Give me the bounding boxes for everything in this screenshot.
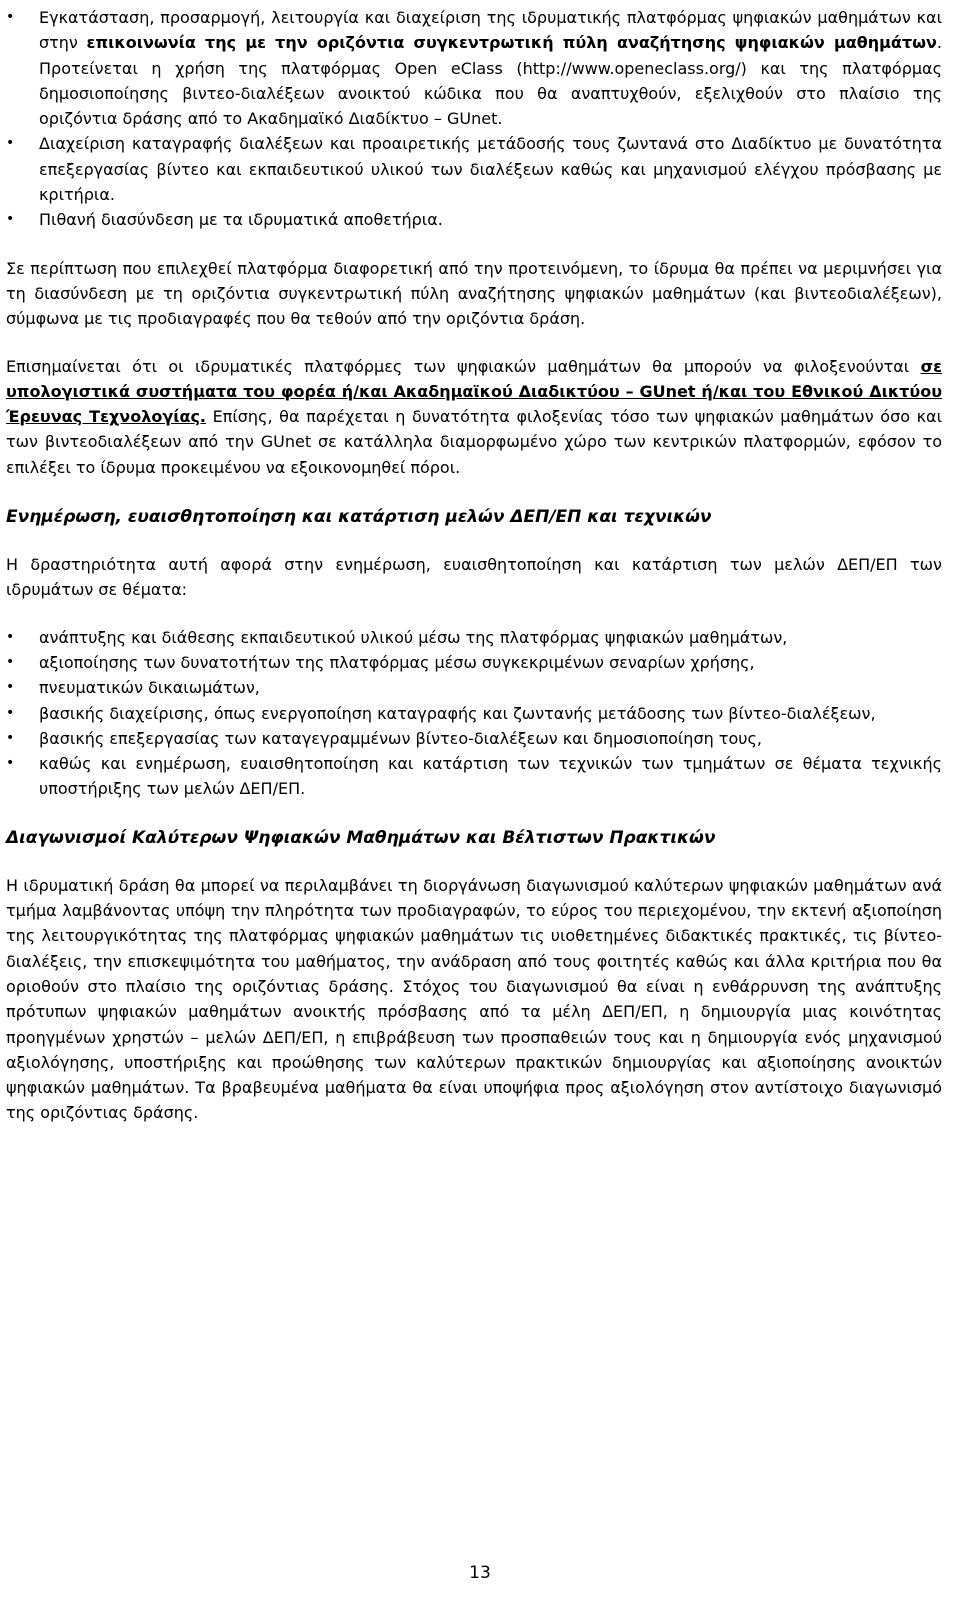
training-topics-list xyxy=(6,625,942,802)
section-heading-training: Ενημέρωση, ευαισθητοποίηση και κατάρτιση μελών ΔΕΠ/ΕΠ και τεχνικών xyxy=(6,507,712,528)
list-item xyxy=(6,207,942,232)
section-heading-contests: Διαγωνισμοί Καλύτερων Ψηφιακών Μαθημάτων και Βέλτιστων Πρακτικών xyxy=(6,827,716,848)
list-item-text: πνευματικών δικαιωμάτων, xyxy=(39,678,260,698)
document-page xyxy=(6,5,942,1126)
list-item-bold-text: επικοινωνία της με την οριζόντια συγκεντρωτική πύλη αναζήτησης ψηφιακών μαθημάτων xyxy=(86,33,937,53)
list-item xyxy=(6,675,942,700)
list-item xyxy=(6,701,942,726)
paragraph-text: Επίσης, θα παρέχεται η δυνατότητα φιλοξενίας τόσο των ψηφιακών μαθημάτων όσο και των βιντεοδιαλέξεων από την GUnet σε κατάλληλα διαμορφωμένο χώρο των κεντρικών πλατφορμών, εφόσον το επιλέξει το ίδρυμα προκειμένου να εξοικονομηθεί πόροι. xyxy=(6,407,943,477)
list-item-text: βασικής επεξεργασίας των καταγεγραμμένων βίντεο-διαλέξεων και δημοσιοποίηση τους, xyxy=(39,728,762,748)
hosting-paragraph xyxy=(6,354,942,480)
contests-paragraph: Η ιδρυματική δράση θα μπορεί να περιλαμβάνει τη διοργάνωση διαγωνισμού καλύτερων ψηφιακών μαθημάτων ανά τμήμα λαμβάνοντας υπόψη την πληρότητα των προδιαγραφών, το εύρος του περιεχομένου, την εκτενή αξιοποίηση της λειτουργικότητας της πλατφόρμας ψηφιακών μαθημάτων τις υιοθετημένες διδακτικές πρακτικές, τις βίντεο-διαλέξεις, την επισκεψιμότητα του μαθήματος, την ανάδραση από τους φοιτητές καθώς και άλλα κριτήρια που θα οριοθούν στο πλαίσιο της οριζόντιας δράσης. Στόχος του διαγωνισμού θα είναι η ενθάρρυνση της ανάπτυξης πρότυπων ψηφιακών μαθημάτων ανοικτής πρόσβασης από τα μέλη ΔΕΠ/ΕΠ, η δημιουργία μιας κοινότητας προηγμένων χρηστών – μελών ΔΕΠ/ΕΠ, η επιβράβευση των προσπαθειών τους και η δημιουργία ενός μηχανισμού αξιολόγησης, υποστήριξης και προώθησης των καλύτερων πρακτικών δημιουργίας και αξιοποίησης ανοικτών ψηφιακών μαθημάτων. Τα βραβευμένα μαθήματα θα είναι υποψήφια προς αξιολόγηση στον αντίστοιχο διαγωνισμό της οριζόντιας δράσης. xyxy=(6,875,942,1123)
training-intro-paragraph: Η δραστηριότητα αυτή αφορά στην ενημέρωση, ευαισθητοποίηση και κατάρτιση των μελών ΔΕΠ/ΕΠ των ιδρυμάτων σε θέματα: xyxy=(6,555,942,600)
page-number: 13 xyxy=(469,1563,491,1583)
list-item-text: Εγκατάσταση, προσαρμογή, λειτουργία και διαχείριση της ιδρυματικής πλατφόρμας ψηφιακών μαθημάτων και στην xyxy=(39,8,942,53)
platform-tasks-list xyxy=(6,5,942,233)
platform-alternative-paragraph: Σε περίπτωση που επιλεχθεί πλατφόρμα διαφορετική από την προτεινόμενη, το ίδρυμα θα πρέπει να μεριμνήσει για τη διασύνδεση με τη οριζόντια συγκεντρωτική πύλη αναζήτησης ψηφιακών μαθημάτων (και βιντεοδιαλέξεων), σύμφωνα με τις προδιαγραφές που θα τεθούν από την οριζόντια δράση. xyxy=(6,258,942,329)
paragraph-text: Επισημαίνεται ότι οι ιδρυματικές πλατφόρμες των ψηφιακών μαθημάτων θα μπορούν να φιλοξενούνται xyxy=(6,356,921,376)
list-item-text: βασικής διαχείρισης, όπως ενεργοποίηση καταγραφής και ζωντανής μετάδοσης των βίντεο-διαλέξεων, xyxy=(39,703,876,723)
list-item-text: . Προτείνεται η χρήση της πλατφόρμας Open eClass (http://www.openeclass.org/) και της πλατφόρμας δημοσιοποίησης βιντεο-διαλέξεων ανοικτού κώδικα που θα αναπτυχθούν, εξελιχθούν στο πλαίσιο της οριζόντια δράσης από το Ακαδημαϊκό Διαδίκτυο – GUnet. xyxy=(39,33,942,129)
list-item-text: καθώς και ενημέρωση, ευαισθητοποίηση και κατάρτιση των τεχνικών των τμημάτων σε θέματα τεχνικής υποστήριξης των μελών ΔΕΠ/ΕΠ. xyxy=(39,754,942,799)
list-item xyxy=(6,5,942,131)
list-item xyxy=(6,751,942,802)
list-item-text: Διαχείριση καταγραφής διαλέξεων και προαιρετικής μετάδοσής τους ζωντανά στο Διαδίκτυο με δυνατότητα επεξεργασίας βίντεο και εκπαιδευτικού υλικού των διαλέξεων καθώς και μηχανισμού ελέγχου πρόσβασης με κριτήρια. xyxy=(39,134,942,205)
list-item-text: ανάπτυξης και διάθεσης εκπαιδευτικού υλικού μέσω της πλατφόρμας ψηφιακών μαθημάτων, xyxy=(39,627,788,647)
list-item-text: αξιοποίησης των δυνατοτήτων της πλατφόρμας μέσω συγκεκριμένων σεναρίων χρήσης, xyxy=(39,652,755,672)
hosting-emphasis: σε υπολογιστικά συστήματα του φορέα ή/και Ακαδημαϊκού Διαδικτύου – GUnet ή/και του Εθνικού Δικτύου Έρευνας Τεχνολογίας. xyxy=(6,356,942,427)
list-item xyxy=(6,131,942,207)
list-item xyxy=(6,726,942,751)
list-item xyxy=(6,650,942,675)
list-item xyxy=(6,625,942,650)
list-item-text: Πιθανή διασύνδεση με τα ιδρυματικά αποθετήρια. xyxy=(39,210,443,230)
